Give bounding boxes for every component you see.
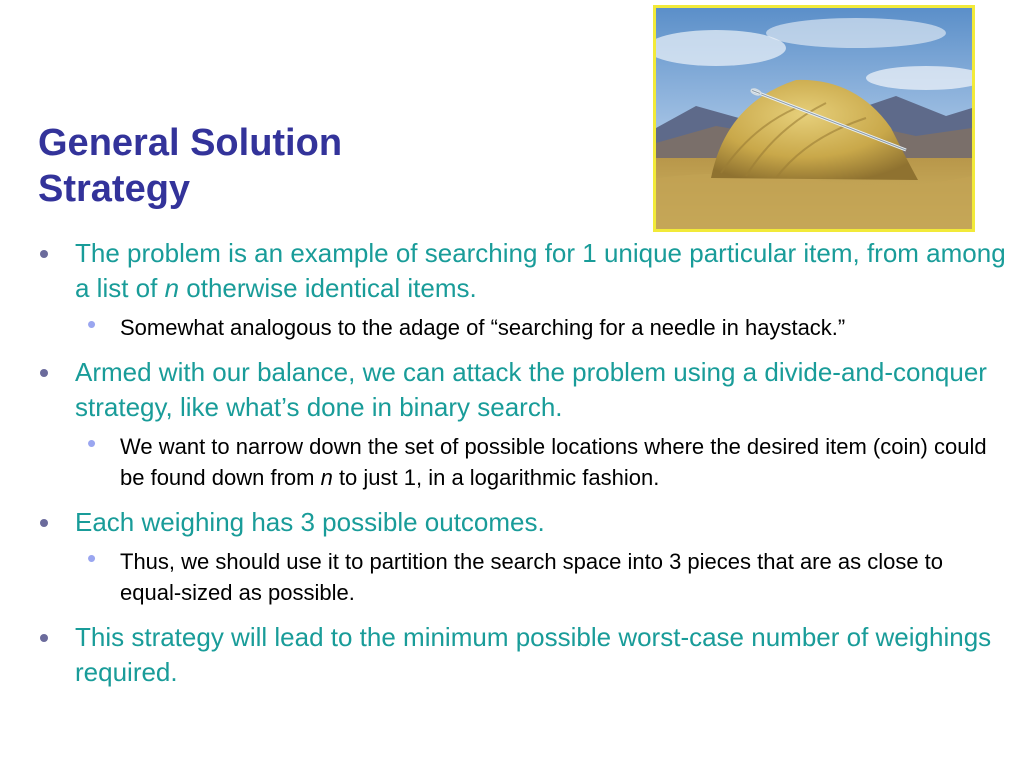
bullet-dot-icon: [40, 369, 48, 377]
haystack-with-needle-icon: [656, 8, 972, 229]
title-line-1: General Solution: [38, 122, 343, 164]
title-line-2: Strategy: [38, 168, 191, 210]
sub-bullet-text: Thus, we should use it to partition the search space into 3 pieces that are as close to equal-sized as possible.: [120, 549, 944, 605]
sub-bullet-item: [87, 309, 1006, 343]
bullet-text: Each weighing has 3 possible outcomes.: [75, 507, 545, 537]
sub-bullet-text: We want to narrow down the set of possible locations where the desired item (coin) could be found down from n to just 1, in a logarithmic fashion.: [120, 434, 987, 490]
bullet-text: Armed with our balance, we can attack the problem using a divide-and-conquer strategy, like what’s done in binary search.: [75, 357, 987, 422]
sub-bullet-dot-icon: •: [87, 543, 97, 573]
sub-bullet-dot-icon: •: [87, 428, 97, 458]
bullet-text: This strategy will lead to the minimum possible worst-case number of weighings required.: [75, 622, 992, 687]
slide-body: [40, 236, 1006, 690]
bullet-item: [40, 620, 1006, 690]
sub-bullet-item: [87, 428, 1006, 493]
bullet-item: [40, 236, 1006, 306]
sub-bullet-dot-icon: •: [87, 309, 97, 339]
bullet-item: [40, 505, 1006, 540]
sub-bullet-text: Somewhat analogous to the adage of “searching for a needle in haystack.”: [120, 315, 846, 340]
slide-title: [38, 120, 342, 212]
bullet-dot-icon: [40, 634, 48, 642]
bullet-text: The problem is an example of searching for 1 unique particular item, from among a list of n otherwise identical items.: [75, 238, 1006, 303]
bullet-dot-icon: [40, 519, 48, 527]
sub-bullet-item: [87, 543, 1006, 608]
bullet-item: [40, 355, 1006, 425]
haystack-photo: [653, 5, 975, 232]
bullet-dot-icon: [40, 250, 48, 258]
